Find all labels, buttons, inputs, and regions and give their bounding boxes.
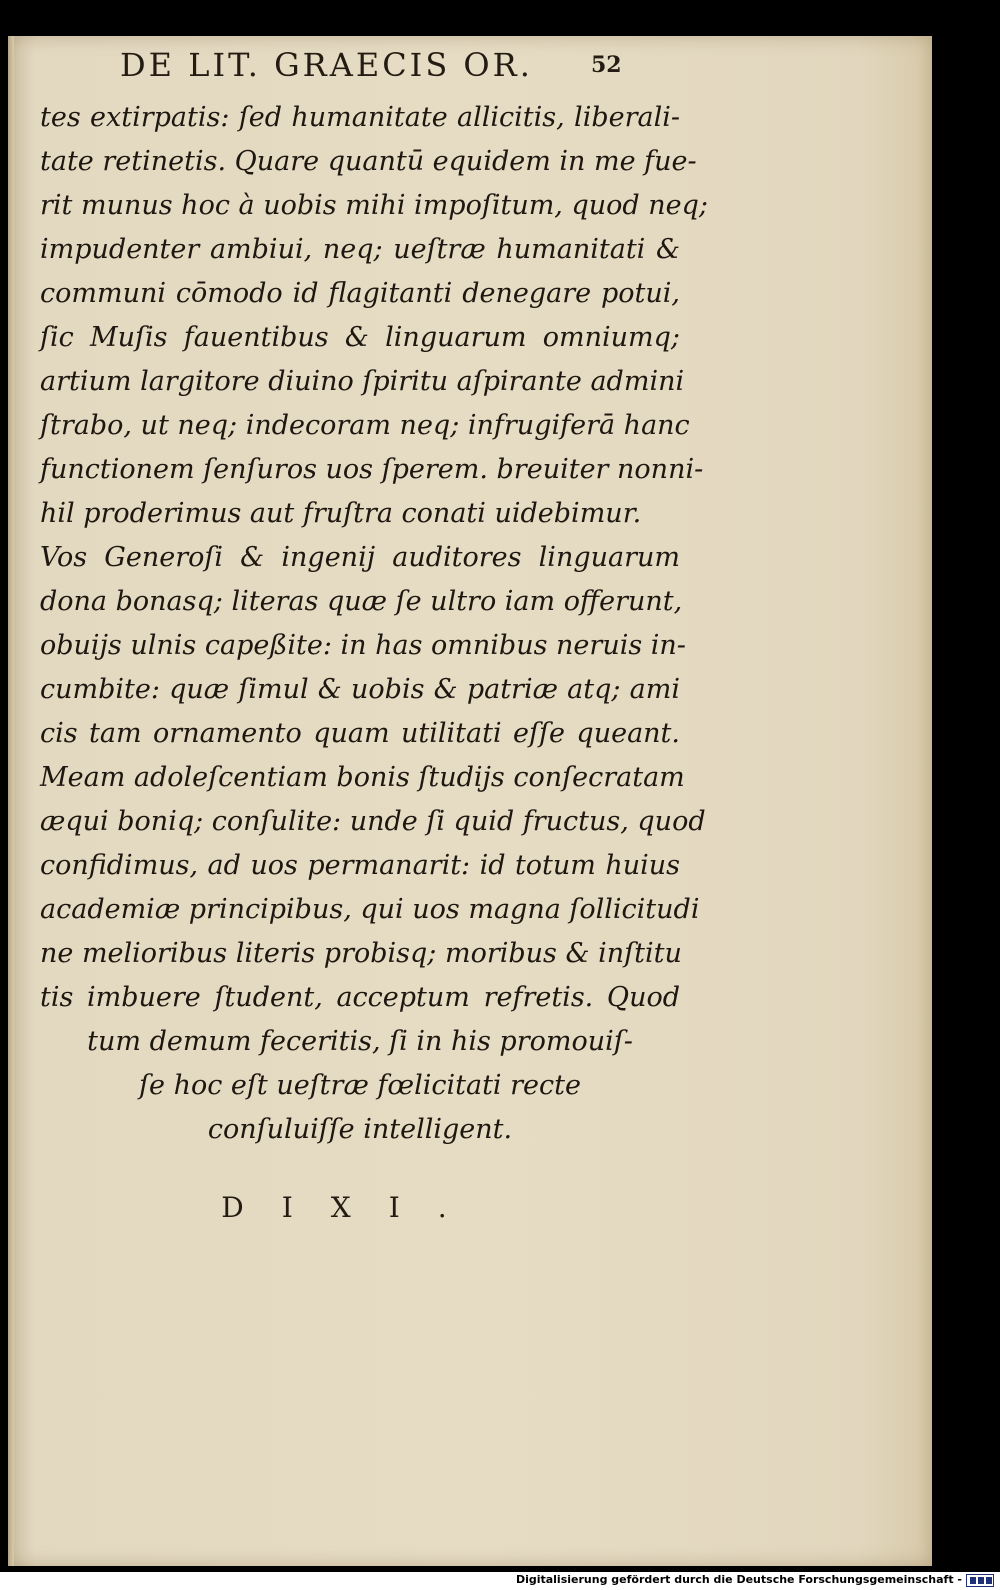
text-line: tes extirpatis: ſed humanitate allicitis, liberali-: [40, 102, 680, 133]
text-line: ne melioribus literis probisq; moribus & inſtitu: [40, 938, 682, 969]
text-line: tum demum feceritis, ſi in his promouiſ-: [87, 1026, 633, 1057]
running-head: [8, 46, 932, 94]
funding-credit: Digitalisierung gefördert durch die Deutsche Forschungsgemeinschaft -: [515, 1573, 962, 1586]
page-number: 52: [591, 52, 622, 78]
running-head-title: DE LIT. GRAECIS OR.: [120, 46, 533, 84]
text-line: Vos Generoſi & ingenij auditores linguarum: [40, 542, 680, 573]
text-line: cis tam ornamento quam utilitati eſſe queant.: [40, 718, 680, 749]
text-line: tate retinetis. Quare quantū equidem in me fue-: [40, 146, 697, 177]
text-line: hil proderimus aut fruſtra conati uidebimur.: [40, 498, 642, 529]
text-line: artium largitore diuino ſpiritu aſpirante admini: [40, 366, 685, 397]
text-line: Meam adoleſcentiam bonis ſtudijs conſecratam: [40, 762, 685, 793]
text-line: tis imbuere ſtudent, acceptum refretis. Quod: [40, 982, 680, 1013]
text-line: confidimus, ad uos permanarit: id totum huius: [40, 850, 680, 881]
text-line: functionem ſenſuros uos ſperem. breuiter nonni-: [40, 454, 704, 485]
text-line: ſe hoc eſt ueſtræ fœlicitati recte: [139, 1070, 581, 1101]
text-line: ſic Muſis fauentibus & linguarum omniumq;: [40, 322, 680, 353]
text-line: ſtrabo, ut neq; indecoram neq; infrugiferā hanc: [40, 410, 690, 441]
text-line: dona bonasq; literas quæ ſe ultro iam offerunt,: [40, 586, 683, 617]
text-line: æqui boniq; conſulite: unde ſi quid fructus, quod: [40, 806, 706, 837]
book-page: [8, 36, 932, 1566]
text-line: rit munus hoc à uobis mihi impoſitum, quod neq;: [40, 190, 709, 221]
text-line: obuijs ulnis capeßite: in has omnibus neruis in-: [40, 630, 686, 661]
closing-word: DIXI.: [221, 1191, 485, 1224]
text-line: conſuluiſſe intelligent.: [207, 1114, 513, 1145]
text-line: cumbite: quæ ſimul & uobis & patriæ atq; ami: [40, 674, 680, 705]
body-text: [40, 96, 709, 1152]
text-line: communi cōmodo id flagitanti denegare potui,: [40, 278, 680, 309]
footer-bar: [0, 1572, 1000, 1590]
text-line: impudenter ambiui, neq; ueſtræ humanitati &: [40, 234, 680, 265]
dfg-logo-icon: [966, 1574, 994, 1587]
text-line: academiæ principibus, qui uos magna ſollicitudi: [40, 894, 700, 925]
